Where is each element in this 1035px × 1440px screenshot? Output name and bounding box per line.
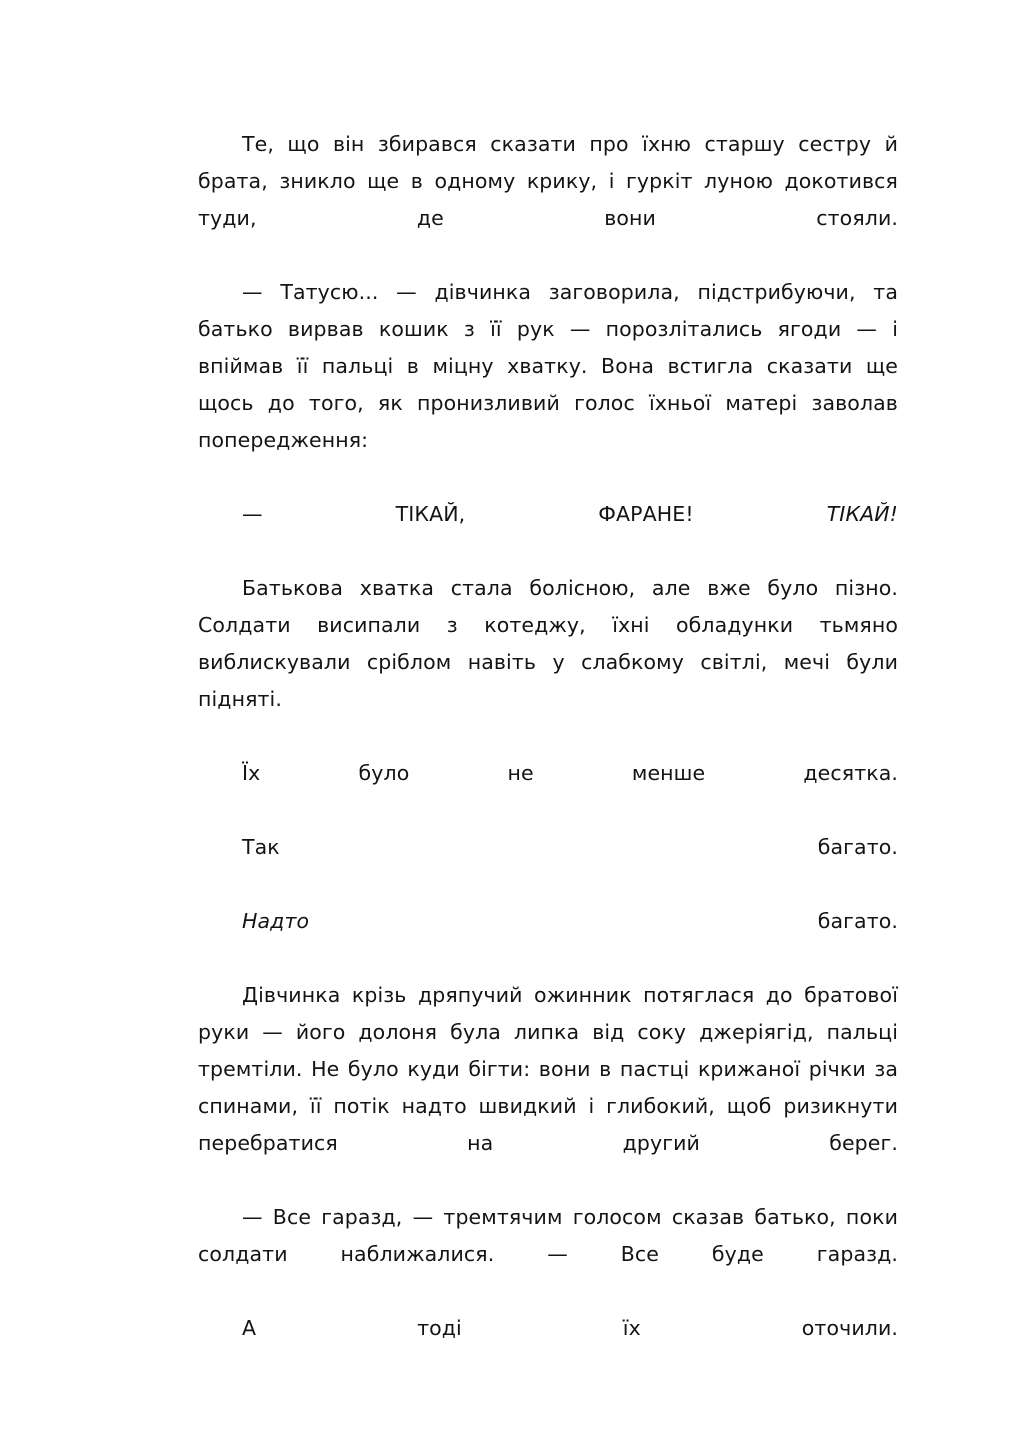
body-paragraph xyxy=(198,126,898,274)
plain-text: Те, що він збирався сказати про їхню старшу сестру й брата, зникло ще в одному крику, і гуркіт луною докотився туди, де вони стояли. xyxy=(198,132,898,230)
body-paragraph xyxy=(198,274,898,496)
body-paragraph xyxy=(198,977,898,1199)
plain-text: Їх було не менше десятка. xyxy=(242,761,898,785)
body-paragraph xyxy=(198,1199,898,1310)
body-paragraph xyxy=(198,570,898,755)
plain-text: — Все гаразд, — тремтячим голосом сказав батько, поки солдати наближалися. — Все буде гаразд. xyxy=(198,1205,898,1266)
body-paragraph xyxy=(198,829,898,903)
plain-text: Дівчинка крізь дряпучий ожинник потяглася до братової руки — його долоня була липка від соку джеріягід, пальці тремтіли. Не було куди бігти: вони в пастці крижаної річки за спинами, її потік надто швидкий і глибокий, щоб ризикнути перебратися на другий берег. xyxy=(198,983,898,1155)
body-paragraph xyxy=(198,496,898,570)
body-paragraph xyxy=(198,755,898,829)
plain-text: — ТІКАЙ, ФАРАНЕ! xyxy=(242,502,827,526)
plain-text: А тоді їх оточили. xyxy=(242,1316,898,1340)
emphasis-text: ТІКАЙ! xyxy=(826,502,898,526)
body-text-column xyxy=(198,126,898,1384)
plain-text: — Татусю... — дівчинка заговорила, підстрибуючи, та батько вирвав кошик з її рук — порозлітались ягоди — і впіймав її пальці в міцну хватку. Вона встигла сказати ще щось до того, як пронизливий голос їхньої матері заволав попередження: xyxy=(198,280,898,452)
body-paragraph xyxy=(198,903,898,977)
plain-text: Так багато. xyxy=(242,835,898,859)
body-paragraph xyxy=(198,1310,898,1384)
emphasis-text: Надто xyxy=(242,909,310,933)
plain-text: Батькова хватка стала болісною, але вже було пізно. Солдати висипали з котеджу, їхні обладунки тьмяно виблискували сріблом навіть у слабкому світлі, мечі були підняті. xyxy=(198,576,898,711)
plain-text: багато. xyxy=(309,909,898,933)
